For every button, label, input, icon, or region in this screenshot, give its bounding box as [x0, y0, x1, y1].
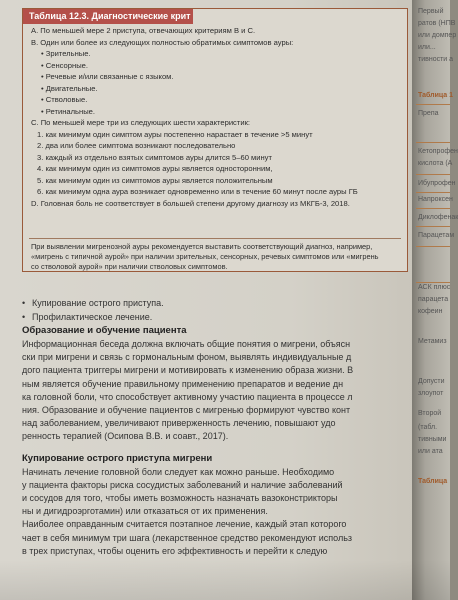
table-criteria-line: • Стволовые. — [41, 95, 88, 104]
paragraph-line: чает в себя минимум три шага (лекарственное средство рекомендуют использ — [22, 532, 353, 543]
section-education-text — [22, 338, 414, 444]
right-page-fragment: или ата — [418, 448, 443, 455]
right-page-fragment: Метамиз — [418, 338, 447, 345]
right-page-fragment: кислота (А — [418, 160, 453, 167]
paragraph-line: ренность терапией (Осипова В.В. и соавт., 2017). — [22, 431, 229, 442]
table-criteria-line: B. Один или более из следующих полностью обратимых симптомов ауры: — [31, 37, 294, 47]
right-page-fragment: Допусти — [418, 378, 445, 385]
table-title: Таблица 12.3. Диагностические крит — [23, 9, 193, 24]
right-page-fragment: Ибупрофен — [418, 180, 456, 187]
table-note-line: При выявлении мигренозной ауры рекомендуется выставить соответствующий диагноз, например, — [31, 242, 373, 251]
table-criteria-line: 2. два или более симптома возникают последовательно — [37, 141, 236, 150]
paragraph-line: ка головной боли, что способствует активному участию пациента в процессе л — [22, 391, 353, 402]
table-rule — [416, 208, 450, 209]
diagnostic-criteria-table — [22, 8, 408, 272]
table-rule — [416, 246, 450, 247]
right-page-fragment: или домпер — [418, 32, 457, 39]
table-criteria-line: 5. как минимум один из симптомов ауры является положительным — [37, 175, 273, 185]
paragraph-line: ным является обучение правильному применению препаратов и ведение дн — [22, 378, 344, 389]
right-page-fragment: Таблица — [418, 478, 448, 485]
table-criteria-line: • Ретинальные. — [41, 106, 95, 116]
right-page-fragment: Диклофенак — [418, 214, 458, 221]
right-page-fragment: Таблица 1 — [418, 92, 454, 99]
table-criteria-line: 4. как минимум один из симптомов ауры является односторонним, — [37, 164, 273, 173]
table-criteria-line: 1. как минимум один симптом ауры постепенно нарастает в течение >5 минут — [37, 129, 313, 139]
table-rule — [416, 104, 450, 105]
paragraph-line: Информационная беседа должна включать общие понятия о мигрени, объясн — [22, 339, 351, 349]
table-criteria-line: • Сенсорные. — [41, 60, 88, 70]
table-criteria-line: 3. каждый из отдельно взятых симптомов ауры длится 5–60 минут — [37, 152, 272, 162]
paragraph-line: у пациента факторы риска сосудистых заболеваний и наличие заболеваний — [22, 479, 343, 490]
paragraph-line: в трех приступах, чтобы оценить его эффективность и перейти к следую — [22, 545, 328, 556]
right-page-fragment: тивными — [418, 436, 447, 443]
table-rule — [416, 174, 450, 175]
right-page-fragment: парацета — [418, 296, 449, 303]
right-page-fragment: кофеин — [418, 308, 443, 315]
section-heading-education: Образование и обучение пациента — [22, 325, 187, 336]
right-page-fragment: Напроксен — [418, 196, 453, 203]
bullet-item: • Профилактическое лечение. — [22, 310, 414, 324]
table-criteria-line: C. По меньшей мере три из следующих шести характеристик: — [31, 118, 251, 127]
table-note-line: «мигрень с типичной аурой» при наличии зрительных, сенсорных, речевых симптомов или «мигрень — [31, 252, 379, 261]
paragraph-line: Наиболее оправданным считается поэтапное лечение, каждый этап которого — [22, 519, 347, 530]
right-page-fragment: Кетопрофен — [418, 148, 458, 155]
table-rule — [416, 192, 450, 193]
right-page-fragment: АСК плюс — [418, 284, 451, 291]
paragraph-line: Начинать лечение головной боли следует как можно раньше. Необходимо — [22, 466, 335, 477]
table-note — [31, 242, 401, 272]
section-acute-treatment-text — [22, 466, 414, 558]
right-page-fragment: Препа — [418, 110, 439, 117]
paragraph-line: над заболеванием, увеличивают приверженность лечению, повышают удо — [22, 418, 336, 429]
right-page-fragment: злоупот — [418, 390, 444, 397]
table-criteria-line: • Зрительные. — [41, 49, 91, 58]
paragraph-line: ски при мигрени и связь с гормональным фоном, выявлять индивидуальные д — [22, 352, 352, 363]
table-note-line: со стволовой аурой» при наличии стволовых симптомов. — [31, 262, 228, 271]
book-page-right-edge — [412, 0, 458, 600]
right-page-fragment: Второй — [418, 410, 442, 417]
paragraph-line: ния. Образование и обучение пациентов с мигренью формируют чувство конт — [22, 405, 351, 416]
table-criteria-line: • Двигательные. — [41, 83, 98, 93]
table-criteria-list — [31, 25, 401, 209]
table-criteria-line: А. По меньшей мере 2 приступа, отвечающих критериям B и C. — [31, 26, 256, 35]
right-page-fragment: (табл. — [418, 424, 438, 431]
table-rule — [416, 226, 450, 227]
table-criteria-line: • Речевые и/или связанные с языком. — [41, 72, 174, 81]
main-text — [22, 296, 414, 558]
right-page-fragment: ратов (НПВ — [418, 20, 456, 27]
section-heading-acute-treatment: Купирование острого приступа мигрени — [22, 452, 213, 464]
table-criteria-line: D. Головная боль не соответствует в большей степени другому диагнозу из МКГБ-3, 2018. — [31, 198, 350, 208]
right-page-fragment: тивности а — [418, 56, 454, 63]
paragraph-line: и сосудов для того, чтобы иметь возможность назначать вазоконстрикторы — [22, 493, 338, 504]
table-criteria-line: 6. как минимум одна аура возникает одновременно или в течение 60 минут после ауры ГБ — [37, 187, 358, 196]
right-page-fragment: или... — [418, 44, 436, 51]
paragraph-line: дого пациента триггеры мигрени и мотивировать к изменению образа жизни. В — [22, 365, 354, 376]
right-page-fragment: Парацетам — [418, 232, 455, 239]
bullet-item: • Купирование острого приступа. — [22, 296, 414, 310]
right-page-fragment: Первый — [418, 8, 444, 15]
table-divider — [29, 238, 401, 239]
table-rule — [416, 282, 450, 283]
paragraph-line: ны и дигидроэрготамин) или отказаться от их применения. — [22, 506, 268, 517]
table-rule — [416, 142, 450, 143]
